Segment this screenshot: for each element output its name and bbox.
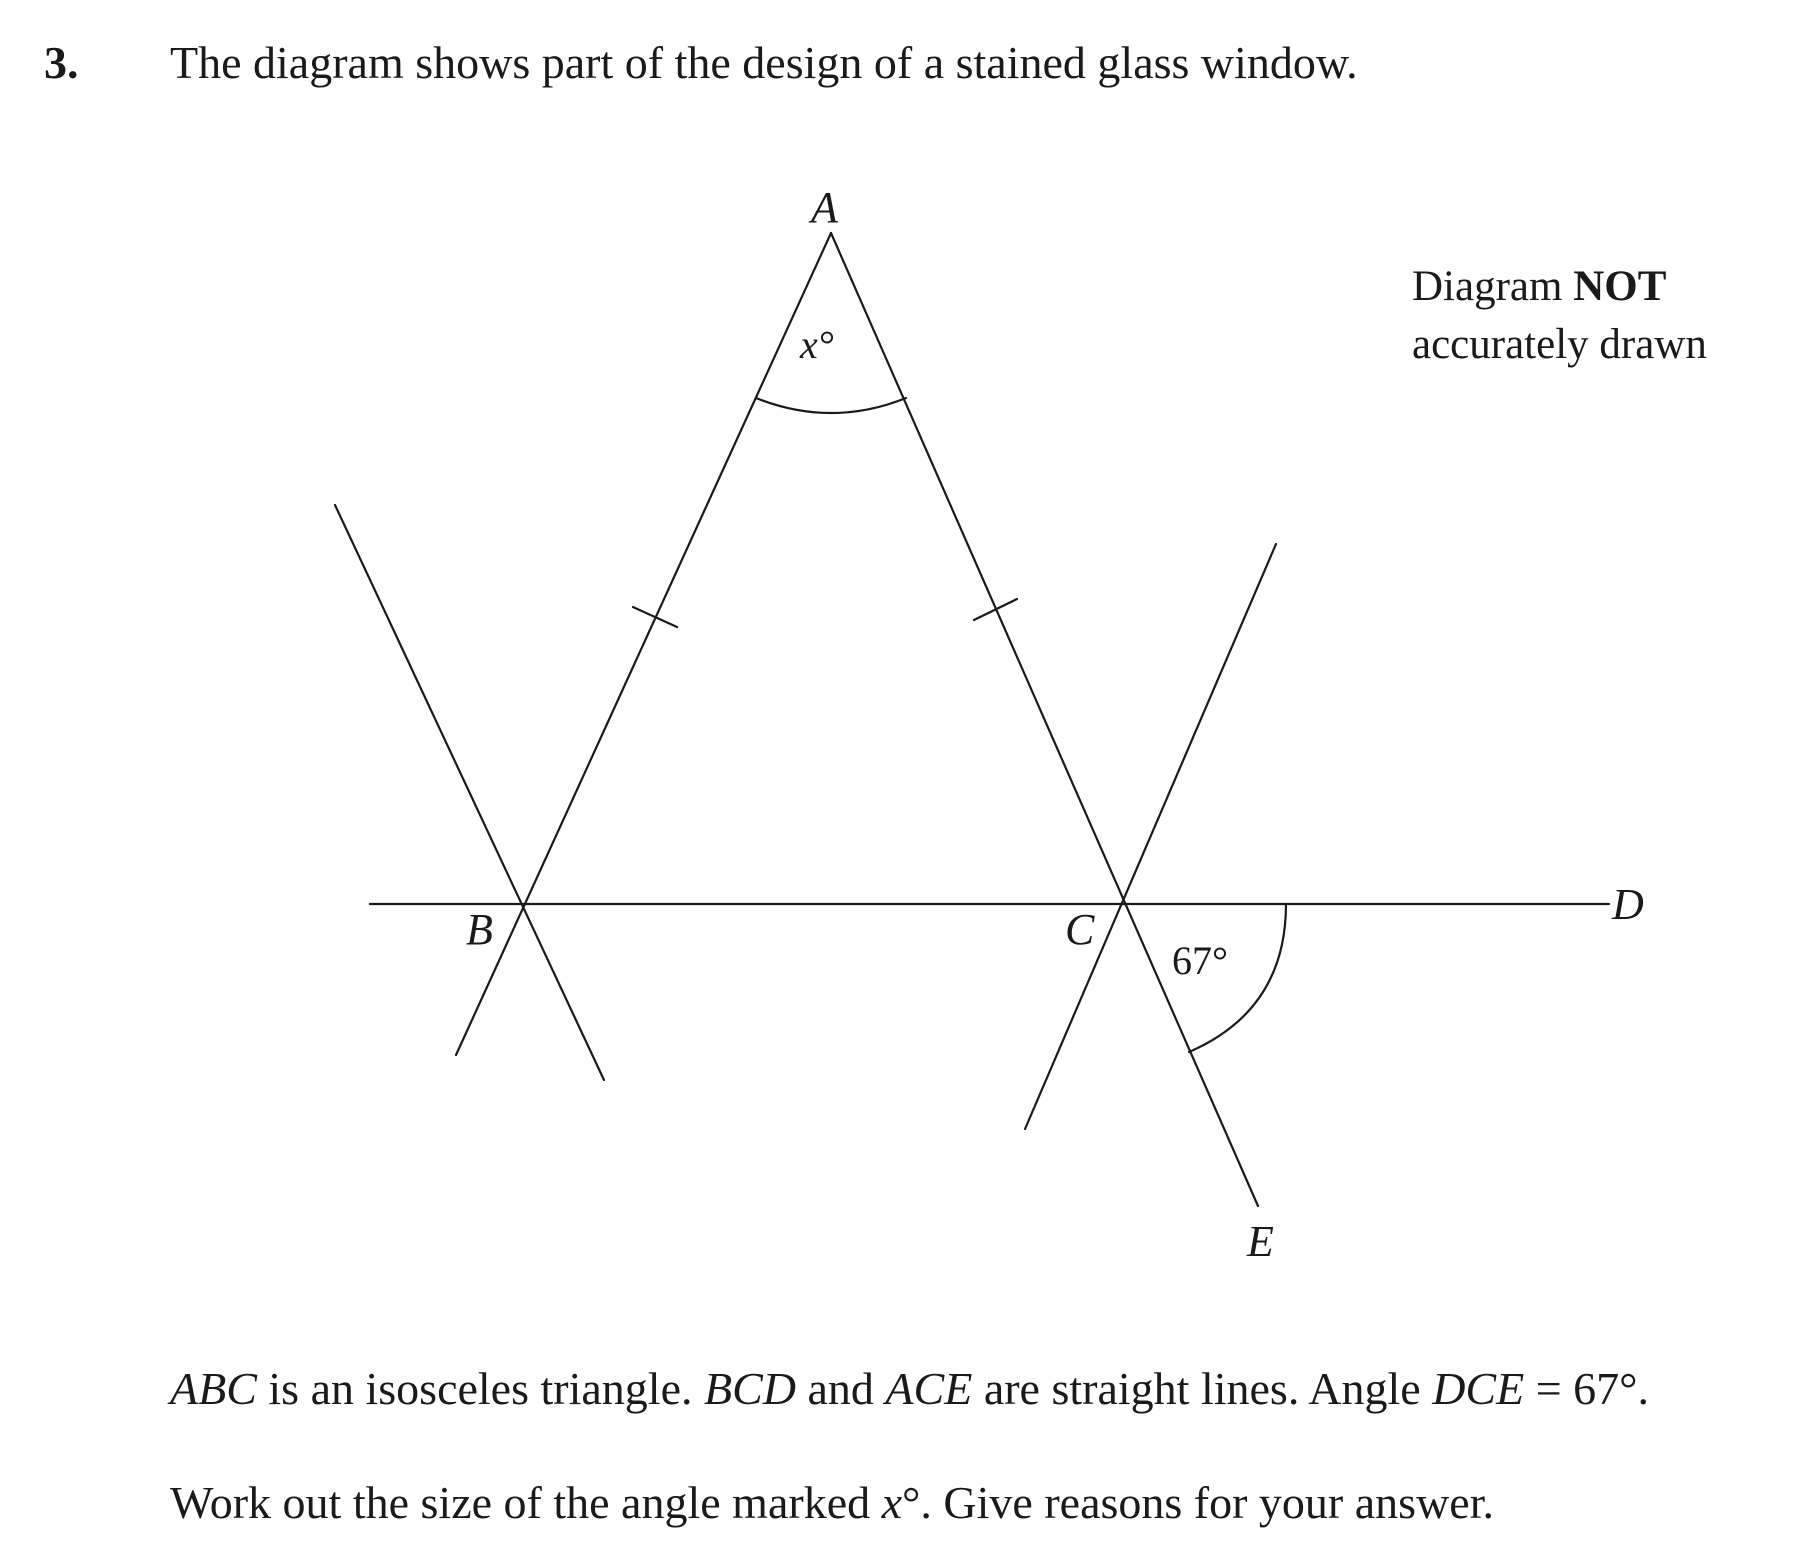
statement-part: ACE <box>885 1363 973 1414</box>
angle-arc-a <box>756 398 906 413</box>
statement-part: BCD <box>704 1363 796 1414</box>
label-point-a: A <box>811 183 838 232</box>
question-number: 3. <box>44 37 79 88</box>
diagram-note <box>1412 258 1707 374</box>
angle-label-x: x° <box>800 322 834 367</box>
statement-part: and <box>796 1363 886 1414</box>
question-statement <box>170 1363 1650 1414</box>
note-line-2: accurately drawn <box>1412 321 1707 368</box>
task-part: x <box>881 1477 903 1528</box>
statement-part: ABC <box>170 1363 257 1414</box>
line-through-b <box>335 505 604 1080</box>
tick-mark-ab <box>633 607 677 627</box>
note-bold: NOT <box>1573 263 1667 310</box>
note-regular: Diagram <box>1412 263 1574 310</box>
statement-part: = 67°. <box>1524 1363 1650 1414</box>
question-task <box>170 1477 1494 1528</box>
line-through-c <box>1025 544 1276 1129</box>
side-ab <box>456 233 831 1055</box>
angle-label-dce: 67° <box>1172 938 1228 983</box>
task-part: °. Give reasons for your answer. <box>902 1477 1494 1528</box>
label-point-b: B <box>466 905 493 954</box>
line-ace <box>831 233 1258 1206</box>
question-intro: The diagram shows part of the design of a stained glass window. <box>170 37 1358 88</box>
label-point-e: E <box>1247 1217 1274 1266</box>
tick-mark-ac <box>974 599 1017 620</box>
label-point-c: C <box>1065 905 1095 954</box>
label-point-d: D <box>1612 880 1644 929</box>
statement-part: is an isosceles triangle. <box>256 1363 704 1414</box>
statement-part: DCE <box>1432 1363 1525 1414</box>
task-part: Work out the size of the angle marked <box>170 1477 882 1528</box>
statement-part: are straight lines. Angle <box>972 1363 1433 1414</box>
